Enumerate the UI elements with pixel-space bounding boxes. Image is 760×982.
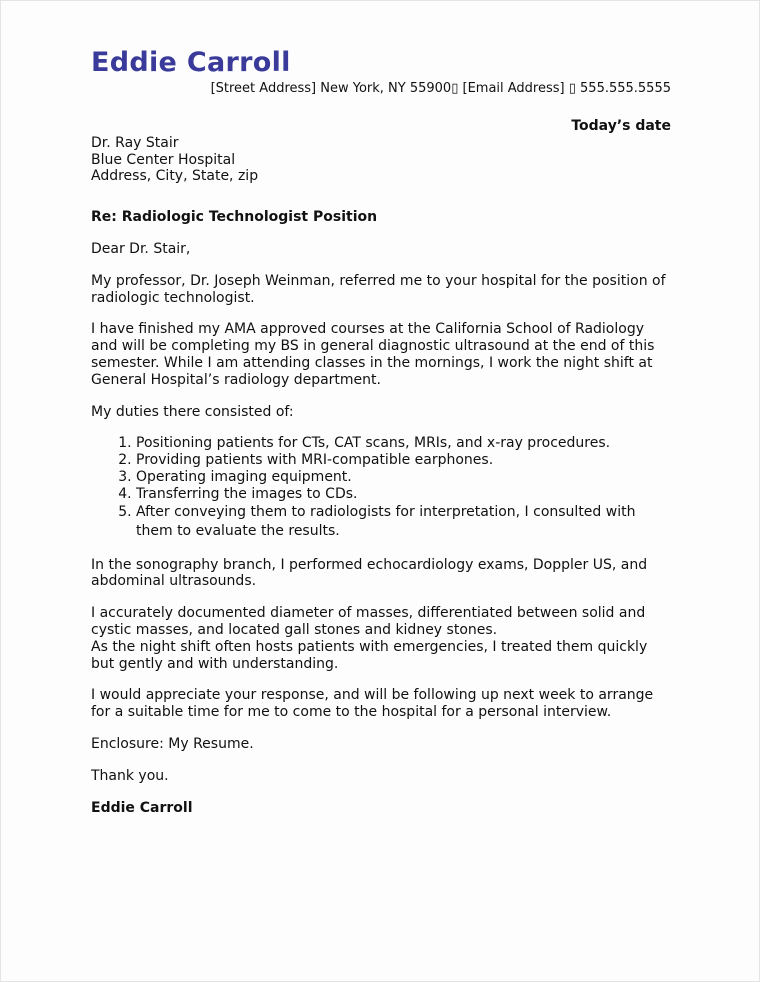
recipient-address: Address, City, State, zip [91,168,259,185]
recipient-block [91,135,671,185]
letter-body [91,45,671,816]
thank-you-line: Thank you. [91,767,169,784]
sender-contact: [Street Address] New York, NY 55900▯ [Email Address] ▯ 555.555.5555 [210,81,671,96]
list-item: 3. Operating imaging equipment. [136,469,671,486]
paragraph-education: I have finished my AMA approved courses at the California School of Radiology and will be completing my BS in general diagnostic ultrasound at the end of this semester. While I am attending classes in the mornings, I work the night shift at General Hospital’s radiology department. [91,321,655,388]
list-item: 4. Transferring the images to CDs. [136,486,671,503]
subject-line: Re: Radiologic Technologist Position [91,209,378,226]
paragraph-night-shift: As the night shift often hosts patients with emergencies, I treated them quickly but gently and with understanding. [91,638,648,672]
duties-list [91,435,671,540]
salutation: Dear Dr. Stair, [91,240,191,257]
paragraph-masses: I accurately documented diameter of masses, differentiated between solid and cystic masses, and located gall stones and kidney stones. [91,605,646,638]
paragraph-interview: I would appreciate your response, and will be following up next week to arrange for a suitable time for me to come to the hospital for a personal interview. [91,687,654,721]
paragraph-sonography: In the sonography branch, I performed echocardiology exams, Doppler US, and abdominal ultrasounds. [91,556,648,590]
sender-name: Eddie Carroll [91,47,291,78]
letter-date: Today’s date [571,118,671,134]
recipient-name: Dr. Ray Stair [91,134,179,151]
paragraph-referral: My professor, Dr. Joseph Weinman, referred me to your hospital for the position of radiologic technologist. [91,272,666,306]
paragraph-duties-intro: My duties there consisted of: [91,403,294,420]
list-item: 1. Positioning patients for CTs, CAT scans, MRIs, and x-ray procedures. [136,435,671,452]
list-item: 2. Providing patients with MRI-compatible earphones. [136,452,671,469]
list-item: 5. After conveying them to radiologists for interpretation, I consulted with them to evaluate the results. [136,503,671,541]
recipient-org: Blue Center Hospital [91,151,236,168]
enclosure-line: Enclosure: My Resume. [91,735,254,752]
signature: Eddie Carroll [91,799,193,816]
